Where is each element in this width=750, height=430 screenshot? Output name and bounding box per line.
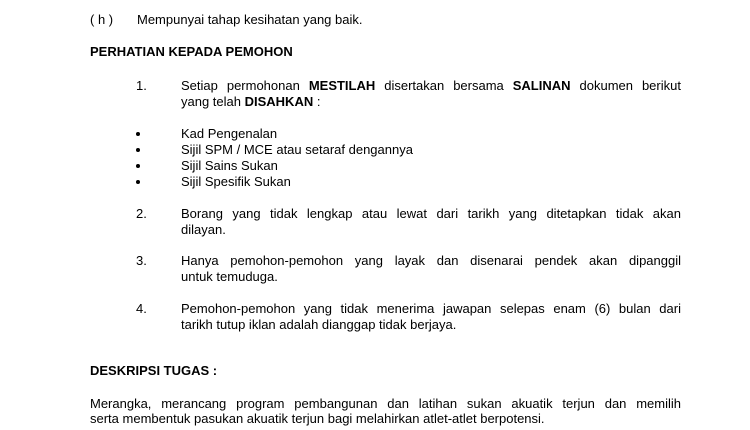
notice-item-4-number: 4. [136,301,147,316]
list-item: Sijil SPM / MCE atau setaraf dengannya [181,142,413,157]
bullet-dot [136,132,140,136]
notice-heading: PERHATIAN KEPADA PEMOHON [90,44,293,59]
item-h-marker: ( h ) [90,12,114,27]
bullet-dot [136,148,140,152]
list-item: Kad Pengenalan [181,126,278,141]
duties-line-1: Merangka, merancang program pembangunan dan latihan sukan akuatik terjun dan memilih [90,396,681,411]
notice-item-4-line-1: Pemohon-pemohon yang tidak menerima jawapan selepas enam (6) bulan dari [181,301,681,316]
bullet-dot [136,180,140,184]
notice-item-1-number: 1. [136,78,147,93]
item-h-text: Mempunyai tahap kesihatan yang baik. [137,12,363,27]
notice-item-3-line-1: Hanya pemohon-pemohon yang layak dan disenarai pendek akan dipanggil [181,253,681,268]
notice-item-3-number: 3. [136,253,147,268]
notice-item-1-line-2: yang telah DISAHKAN : [181,94,321,109]
notice-item-1-line-1: Setiap permohonan MESTILAH disertakan bersama SALINAN dokumen berikut [181,78,681,93]
notice-item-2-line-1: Borang yang tidak lengkap atau lewat dari tarikh yang ditetapkan tidak akan [181,206,681,221]
list-item: Sijil Spesifik Sukan [181,174,291,189]
notice-item-2-line-2: dilayan. [181,222,226,237]
notice-item-4-line-2: tarikh tutup iklan adalah dianggap tidak berjaya. [181,317,457,332]
duties-heading: DESKRIPSI TUGAS : [90,363,218,378]
list-item: Sijil Sains Sukan [181,158,278,173]
duties-line-2: serta membentuk pasukan akuatik terjun bagi melahirkan atlet-atlet berpotensi. [90,411,545,426]
notice-item-3-line-2: untuk temuduga. [181,269,278,284]
notice-item-2-number: 2. [136,206,147,221]
bullet-dot [136,164,140,168]
